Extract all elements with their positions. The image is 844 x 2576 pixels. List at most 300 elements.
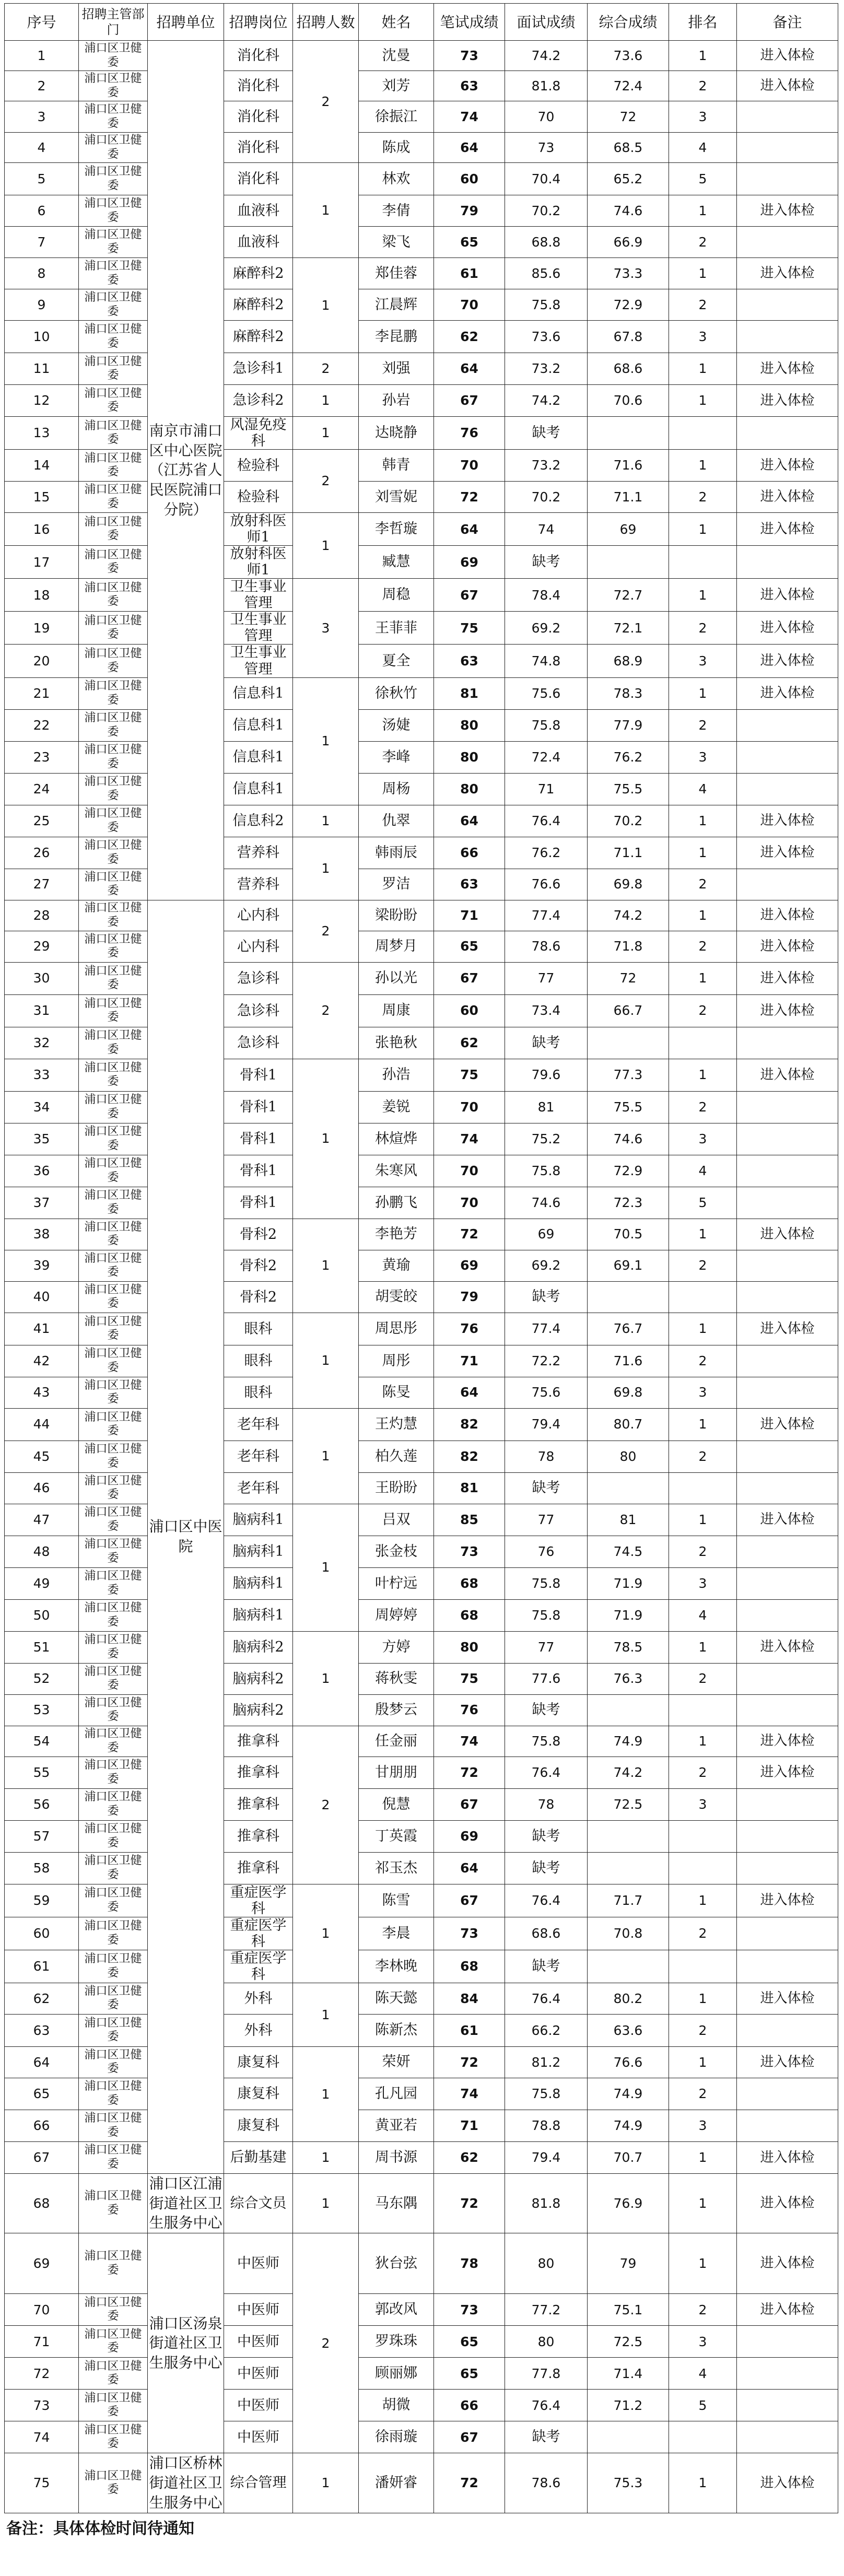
cell-dept: 浦口区卫健委 [79,2453,148,2513]
cell-post: 脑病科2 [224,1631,293,1663]
cell-interview: 78.6 [505,2453,588,2513]
cell-name: 汤婕 [359,709,434,741]
cell-quota: 1 [293,2141,359,2173]
cell-post: 推拿科 [224,1852,293,1884]
cell-total: 77.3 [588,1059,669,1091]
cell-interview: 75.8 [505,1726,588,1757]
cell-name: 刘强 [359,353,434,385]
cell-name: 周梦月 [359,931,434,962]
cell-rank: 1 [669,900,737,931]
cell-dept: 浦口区卫健委 [79,321,148,353]
cell-dept: 浦口区卫健委 [79,1884,148,1917]
cell-seq: 60 [5,1917,79,1950]
cell-dept: 浦口区卫健委 [79,2014,148,2046]
cell-written: 69 [434,546,505,579]
cell-post: 脑病科1 [224,1567,293,1599]
cell-seq: 69 [5,2233,79,2294]
cell-dept: 浦口区卫健委 [79,869,148,900]
cell-interview: 68.8 [505,227,588,258]
cell-post: 血液科 [224,227,293,258]
cell-written: 76 [434,1313,505,1345]
cell-name: 林欢 [359,163,434,195]
cell-seq: 28 [5,900,79,931]
cell-rank: 1 [669,1504,737,1536]
cell-seq: 1 [5,41,79,71]
cell-dept: 浦口区卫健委 [79,133,148,163]
cell-seq: 54 [5,1726,79,1757]
cell-written: 70 [434,1091,505,1123]
cell-dept: 浦口区卫健委 [79,2421,148,2453]
cell-name: 徐秋竹 [359,677,434,709]
cell-note [737,1281,838,1313]
cell-seq: 61 [5,1950,79,1983]
cell-dept: 浦口区卫健委 [79,2078,148,2110]
cell-name: 刘芳 [359,71,434,101]
cell-name: 黄亚若 [359,2110,434,2141]
table-row [5,2173,838,2233]
cell-total: 74.6 [588,1123,669,1155]
cell-name: 任金丽 [359,1726,434,1757]
cell-total: 71.6 [588,1345,669,1377]
cell-interview: 81.8 [505,2173,588,2233]
cell-post: 麻醉科2 [224,258,293,289]
cell-interview: 73.4 [505,994,588,1027]
cell-post: 检验科 [224,450,293,482]
cell-name: 李峰 [359,741,434,773]
cell-dept: 浦口区卫健委 [79,482,148,513]
cell-post: 骨科2 [224,1219,293,1250]
table-row [5,837,838,869]
cell-post: 外科 [224,1983,293,2014]
cell-written: 84 [434,1983,505,2014]
cell-name: 梁盼盼 [359,900,434,931]
cell-rank: 2 [669,931,737,962]
cell-total: 70.2 [588,805,669,837]
cell-rank [669,1472,737,1504]
cell-interview: 缺考 [505,1281,588,1313]
cell-seq: 5 [5,163,79,195]
cell-dept: 浦口区卫健委 [79,2390,148,2421]
cell-total: 72.9 [588,1155,669,1187]
cell-seq: 15 [5,482,79,513]
cell-name: 胡微 [359,2390,434,2421]
table-row [5,71,838,101]
cell-note: 进入体检 [737,1631,838,1663]
cell-note: 进入体检 [737,1059,838,1091]
table-row [5,1884,838,1917]
header-note: 备注 [737,4,838,41]
cell-seq: 50 [5,1599,79,1631]
cell-total: 67.8 [588,321,669,353]
cell-written: 66 [434,837,505,869]
cell-written: 64 [434,353,505,385]
cell-written: 63 [434,869,505,900]
cell-total [588,2421,669,2453]
cell-quota: 1 [293,385,359,417]
table-row [5,677,838,709]
cell-interview: 缺考 [505,2421,588,2453]
cell-name: 徐雨璇 [359,2421,434,2453]
cell-rank: 4 [669,1155,737,1187]
cell-rank: 2 [669,1345,737,1377]
header-written: 笔试成绩 [434,4,505,41]
cell-rank: 2 [669,1441,737,1472]
cell-post: 骨科2 [224,1250,293,1281]
cell-name: 孔凡园 [359,2078,434,2110]
table-row [5,482,838,513]
cell-rank: 1 [669,962,737,994]
cell-written: 80 [434,709,505,741]
cell-name: 殷梦云 [359,1694,434,1726]
cell-interview: 75.8 [505,709,588,741]
cell-name: 梁飞 [359,227,434,258]
cell-seq: 40 [5,1281,79,1313]
cell-dept: 浦口区卫健委 [79,1788,148,1820]
cell-dept: 浦口区卫健委 [79,645,148,677]
cell-post: 放射科医师1 [224,546,293,579]
cell-dept: 浦口区卫健委 [79,2046,148,2078]
cell-written: 67 [434,579,505,612]
cell-rank: 4 [669,2358,737,2390]
cell-seq: 53 [5,1694,79,1726]
cell-interview: 73 [505,133,588,163]
cell-written: 75 [434,1059,505,1091]
cell-written: 62 [434,2141,505,2173]
cell-seq: 7 [5,227,79,258]
cell-written: 65 [434,931,505,962]
cell-note [737,1663,838,1694]
cell-post: 消化科 [224,101,293,133]
cell-note [737,1694,838,1726]
table-row [5,227,838,258]
cell-seq: 17 [5,546,79,579]
cell-post: 重症医学科 [224,1950,293,1983]
cell-rank: 1 [669,1059,737,1091]
cell-total: 72 [588,101,669,133]
cell-total: 74.9 [588,1726,669,1757]
cell-interview: 77.6 [505,1663,588,1694]
cell-seq: 51 [5,1631,79,1663]
cell-dept: 浦口区卫健委 [79,1757,148,1788]
cell-post: 中医师 [224,2294,293,2326]
table-row [5,1377,838,1408]
cell-interview: 缺考 [505,1472,588,1504]
table-row [5,2453,838,2513]
cell-quota: 2 [293,962,359,1059]
cell-written: 75 [434,1663,505,1694]
cell-note: 进入体检 [737,645,838,677]
cell-seq: 73 [5,2390,79,2421]
header-total: 综合成绩 [588,4,669,41]
cell-written: 70 [434,450,505,482]
cell-written: 74 [434,101,505,133]
cell-dept: 浦口区卫健委 [79,1027,148,1059]
cell-seq: 36 [5,1155,79,1187]
cell-written: 63 [434,71,505,101]
cell-note [737,417,838,450]
cell-interview: 77.4 [505,1313,588,1345]
cell-rank: 1 [669,1313,737,1345]
cell-interview: 85.6 [505,258,588,289]
cell-total: 68.9 [588,645,669,677]
cell-note [737,321,838,353]
cell-interview: 79.6 [505,1059,588,1091]
cell-total: 70.7 [588,2141,669,2173]
cell-name: 韩青 [359,450,434,482]
cell-seq: 26 [5,837,79,869]
cell-dept: 浦口区卫健委 [79,2358,148,2390]
cell-seq: 32 [5,1027,79,1059]
cell-note [737,1377,838,1408]
table-row [5,450,838,482]
cell-dept: 浦口区卫健委 [79,1950,148,1983]
cell-interview: 79.4 [505,1408,588,1441]
cell-written: 80 [434,773,505,805]
cell-dept: 浦口区卫健委 [79,163,148,195]
cell-written: 74 [434,1123,505,1155]
cell-name: 李昆鹏 [359,321,434,353]
cell-dept: 浦口区卫健委 [79,2326,148,2358]
cell-name: 周婷婷 [359,1599,434,1631]
cell-post: 综合管理 [224,2453,293,2513]
cell-dept: 浦口区卫健委 [79,1250,148,1281]
cell-post: 卫生事业管理 [224,612,293,645]
cell-total: 71.6 [588,450,669,482]
cell-note: 进入体检 [737,1504,838,1536]
cell-name: 陈天懿 [359,1983,434,2014]
cell-interview: 缺考 [505,1027,588,1059]
cell-interview: 77 [505,962,588,994]
cell-rank: 1 [669,41,737,71]
cell-dept: 浦口区卫健委 [79,612,148,645]
cell-total: 71.1 [588,482,669,513]
cell-note [737,163,838,195]
cell-rank: 1 [669,2173,737,2233]
cell-total [588,1472,669,1504]
cell-seq: 72 [5,2358,79,2390]
cell-total: 71.4 [588,2358,669,2390]
table-row [5,258,838,289]
cell-seq: 42 [5,1345,79,1377]
cell-rank: 1 [669,2046,737,2078]
cell-dept: 浦口区卫健委 [79,1281,148,1313]
header-unit: 招聘单位 [148,4,224,41]
cell-seq: 21 [5,677,79,709]
cell-rank: 1 [669,1884,737,1917]
cell-interview: 77.2 [505,2294,588,2326]
cell-written: 61 [434,2014,505,2046]
cell-seq: 29 [5,931,79,962]
cell-note: 进入体检 [737,2453,838,2513]
cell-total: 73.6 [588,41,669,71]
cell-total: 79 [588,2233,669,2294]
cell-seq: 9 [5,289,79,321]
cell-post: 康复科 [224,2110,293,2141]
cell-name: 潘妍睿 [359,2453,434,2513]
cell-rank: 4 [669,133,737,163]
cell-interview: 缺考 [505,546,588,579]
cell-written: 68 [434,1950,505,1983]
cell-rank: 1 [669,1408,737,1441]
cell-dept: 浦口区卫健委 [79,385,148,417]
cell-note: 进入体检 [737,1408,838,1441]
cell-note: 进入体检 [737,195,838,227]
cell-dept: 浦口区卫健委 [79,1694,148,1726]
cell-total: 69 [588,513,669,546]
cell-note [737,1852,838,1884]
cell-rank: 3 [669,741,737,773]
cell-seq: 4 [5,133,79,163]
cell-written: 71 [434,1345,505,1377]
cell-rank: 2 [669,289,737,321]
cell-rank: 3 [669,2110,737,2141]
cell-total: 74.2 [588,1757,669,1788]
cell-dept: 浦口区卫健委 [79,1441,148,1472]
cell-quota: 1 [293,1504,359,1631]
cell-seq: 52 [5,1663,79,1694]
cell-interview: 缺考 [505,1820,588,1852]
cell-written: 61 [434,258,505,289]
cell-dept: 浦口区卫健委 [79,1059,148,1091]
cell-seq: 18 [5,579,79,612]
cell-interview: 75.6 [505,1377,588,1408]
cell-note: 进入体检 [737,931,838,962]
cell-name: 徐振江 [359,101,434,133]
cell-post: 营养科 [224,869,293,900]
cell-post: 推拿科 [224,1757,293,1788]
cell-rank: 1 [669,579,737,612]
cell-total: 74.9 [588,2078,669,2110]
cell-interview: 78.8 [505,2110,588,2141]
table-row [5,513,838,546]
cell-post: 老年科 [224,1472,293,1504]
cell-post: 脑病科1 [224,1599,293,1631]
header-seq: 序号 [5,4,79,41]
cell-total: 71.8 [588,931,669,962]
cell-total: 72.5 [588,2326,669,2358]
cell-name: 顾丽娜 [359,2358,434,2390]
cell-interview: 70 [505,101,588,133]
cell-dept: 浦口区卫健委 [79,994,148,1027]
cell-written: 82 [434,1408,505,1441]
cell-rank: 2 [669,1663,737,1694]
cell-quota: 1 [293,1313,359,1408]
cell-post: 消化科 [224,71,293,101]
cell-post: 风湿免疫科 [224,417,293,450]
table-row [5,2233,838,2294]
cell-written: 62 [434,1027,505,1059]
cell-post: 重症医学科 [224,1917,293,1950]
cell-interview: 71 [505,773,588,805]
cell-name: 臧慧 [359,546,434,579]
cell-rank: 2 [669,1250,737,1281]
cell-note [737,2078,838,2110]
cell-total: 75.5 [588,773,669,805]
cell-seq: 65 [5,2078,79,2110]
cell-rank: 5 [669,1187,737,1219]
cell-rank: 1 [669,1726,737,1757]
cell-post: 中医师 [224,2390,293,2421]
table-row [5,1187,838,1219]
cell-rank: 3 [669,645,737,677]
cell-dept: 浦口区卫健委 [79,1504,148,1536]
cell-unit: 南京市浦口区中心医院（江苏省人民医院浦口分院） [148,41,224,900]
table-row [5,2358,838,2390]
cell-name: 张艳秋 [359,1027,434,1059]
cell-quota: 1 [293,677,359,805]
cell-total: 71.9 [588,1599,669,1631]
cell-quota: 2 [293,41,359,163]
cell-dept: 浦口区卫健委 [79,2294,148,2326]
cell-written: 67 [434,1884,505,1917]
cell-post: 中医师 [224,2421,293,2453]
cell-written: 78 [434,2233,505,2294]
cell-written: 65 [434,227,505,258]
cell-post: 眼科 [224,1377,293,1408]
cell-quota: 1 [293,2453,359,2513]
cell-total: 74.6 [588,195,669,227]
table-row [5,546,838,579]
cell-total: 72.3 [588,1187,669,1219]
cell-written: 67 [434,2421,505,2453]
cell-post: 眼科 [224,1345,293,1377]
cell-name: 朱寒风 [359,1155,434,1187]
table-row [5,1694,838,1726]
table-row [5,1917,838,1950]
cell-name: 孙岩 [359,385,434,417]
cell-total [588,1281,669,1313]
cell-note [737,2326,838,2358]
table-row [5,931,838,962]
table-row [5,579,838,612]
cell-dept: 浦口区卫健委 [79,1377,148,1408]
cell-note [737,1250,838,1281]
cell-quota: 1 [293,258,359,353]
cell-dept: 浦口区卫健委 [79,677,148,709]
cell-dept: 浦口区卫健委 [79,1599,148,1631]
cell-name: 林煊烨 [359,1123,434,1155]
cell-post: 放射科医师1 [224,513,293,546]
cell-quota: 2 [293,353,359,385]
cell-total: 75.3 [588,2453,669,2513]
cell-dept: 浦口区卫健委 [79,1345,148,1377]
cell-written: 70 [434,289,505,321]
cell-total [588,417,669,450]
cell-written: 73 [434,41,505,71]
cell-written: 64 [434,805,505,837]
table-row [5,1155,838,1187]
cell-note [737,773,838,805]
cell-post: 推拿科 [224,1726,293,1757]
cell-seq: 59 [5,1884,79,1917]
cell-total: 74.2 [588,900,669,931]
cell-name: 周书源 [359,2141,434,2173]
cell-post: 信息科1 [224,773,293,805]
cell-dept: 浦口区卫健委 [79,71,148,101]
cell-rank: 3 [669,2326,737,2358]
cell-interview: 73.6 [505,321,588,353]
cell-rank [669,2421,737,2453]
cell-post: 消化科 [224,41,293,71]
table-row [5,900,838,931]
cell-note [737,1441,838,1472]
cell-name: 张金枝 [359,1536,434,1567]
cell-name: 李倩 [359,195,434,227]
cell-dept: 浦口区卫健委 [79,1917,148,1950]
cell-interview: 70.4 [505,163,588,195]
cell-post: 信息科1 [224,677,293,709]
cell-total: 78.5 [588,1631,669,1663]
